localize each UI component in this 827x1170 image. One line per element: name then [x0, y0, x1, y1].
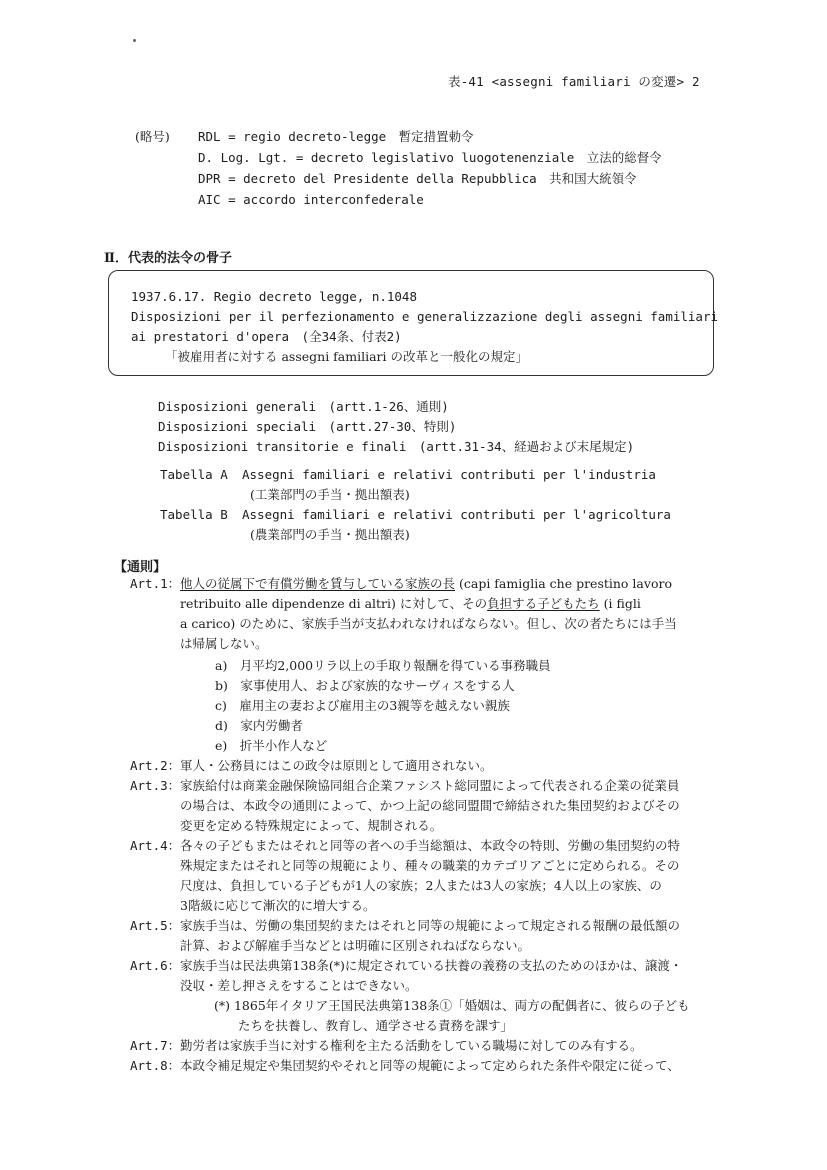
structure-item: Disposizioni transitorie e finali (artt.31-34、経過および末尾規定): [158, 439, 635, 454]
footnote-cont: たちを扶養し、教育し、通学させる責務を課す」: [238, 1018, 514, 1033]
article-text: (capi famiglia che prestino lavoro: [455, 576, 672, 591]
article-text: 家族給付は商業金融保険協同組合企業ファシスト総同盟によって代表される企業の従業員: [180, 778, 680, 793]
law-citation: 1937.6.17. Regio decreto legge, n.1048: [131, 289, 417, 304]
tabella-b-code: Tabella B: [160, 507, 228, 522]
tabella-a-desc: Assegni familiari e relativi contributi per l'industria: [242, 467, 656, 482]
abbreviation-item: DPR = decreto del Presidente della Repubblica 共和国大統領令: [198, 171, 637, 186]
law-title-ja: 「被雇用者に対する assegni familiari の改革と一般化の規定」: [165, 349, 529, 364]
article-1-line: は帰属しない。: [180, 636, 268, 651]
article-4-line: 尺度は、負担している子どもが1人の家族；2人または3人の家族；4人以上の家族、の: [180, 878, 662, 893]
article-text: retribuito alle dipendenze di altri) に対して、その: [180, 596, 488, 611]
article-1: [130, 574, 672, 594]
article-1-line: [180, 594, 641, 614]
footnote: (*) 1865年イタリア王国民法典第138条①「婚姻は、両方の配偶者に、彼らの子ども: [214, 998, 690, 1013]
article-7: [130, 1036, 643, 1056]
article-text: 家族手当は、労働の集団契約またはそれと同等の規範によって規定される報酬の最低額の: [180, 918, 681, 933]
article-label: Art.1：: [130, 576, 181, 591]
tabella-a-code: Tabella A: [160, 467, 228, 482]
law-title-it-cont: ai prestatori d'opera (全34条、付表2): [131, 329, 402, 344]
exclusion-item: d) 家内労働者: [215, 718, 303, 733]
underlined-term: 他人の従属下で有償労働を賃与している家族の長: [180, 576, 456, 591]
tabella-b-desc: Assegni familiari e relativi contributi per l'agricoltura: [242, 507, 671, 522]
article-label: Art.2：: [130, 758, 181, 773]
article-3-line: の場合は、本政令の通則によって、かつ上記の総同盟間で締結された集団契約およびその: [180, 798, 680, 813]
article-label: Art.4：: [130, 838, 181, 853]
article-text: 家族手当は民法典第138条(*)に規定されている扶養の義務の支払のためのほかは、譲渡・: [180, 958, 683, 973]
article-text: 各々の子どもまたはそれと同等の者への手当総額は、本政令の特則、労働の集団契約の特: [180, 838, 681, 853]
section-title: Ⅱ．代表的法令の骨子: [104, 251, 232, 266]
running-title: 表-41 <assegni familiari の変遷> 2: [448, 74, 700, 89]
exclusion-item: c) 雇用主の妻および雇用主の3親等を越えない親族: [215, 698, 510, 713]
article-5-line: 計算、および解雇手当などとは明確に区別されねばならない。: [180, 938, 531, 953]
article-2: [130, 756, 493, 776]
article-6-line: 没収・差し押さえをすることはできない。: [180, 978, 418, 993]
exclusion-item: a) 月平均2,000リラ以上の手取り報酬を得ている事務職員: [215, 658, 551, 673]
article-label: Art.5：: [130, 918, 181, 933]
article-text: 勤労者は家族手当に対する権利を主たる活動をしている職場に対してのみ有する。: [180, 1038, 643, 1053]
abbreviation-item: AIC = accordo interconfederale: [198, 192, 424, 207]
article-label: Art.8：: [130, 1058, 181, 1073]
law-title-it: Disposizioni per il perfezionamento e generalizzazione degli assegni familiari: [131, 309, 718, 324]
scan-speck: [133, 39, 136, 42]
abbreviations-label: (略号): [135, 129, 170, 144]
tabella-a-sub: (工業部門の手当・拠出額表): [250, 487, 410, 502]
article-text: 本政令補足規定や集団契約やそれと同等の規範によって定められた条件や限定に従って、: [180, 1058, 680, 1073]
structure-item: Disposizioni generali (artt.1-26、通則): [158, 399, 449, 414]
rules-title: 【通則】: [114, 560, 167, 575]
tabella-b-sub: (農業部門の手当・拠出額表): [250, 527, 410, 542]
exclusion-item: e) 折半小作人など: [215, 738, 328, 753]
underlined-term: 負担する子どもたち: [487, 596, 600, 611]
article-6: [130, 956, 682, 976]
exclusion-item: b) 家事使用人、および家族的なサーヴィスをする人: [215, 678, 515, 693]
article-5: [130, 916, 680, 936]
article-label: Art.6：: [130, 958, 181, 973]
article-label: Art.7：: [130, 1038, 181, 1053]
abbreviation-item: RDL = regio decreto-legge 暫定措置勅令: [198, 129, 474, 144]
abbreviation-item: D. Log. Lgt. = decreto legislativo luogotenenziale 立法的総督令: [198, 150, 662, 165]
article-3: [130, 776, 679, 796]
article-4-line: 殊規定またはそれと同等の規範により、種々の職業的カテゴリアごとに定められる。その: [180, 858, 680, 873]
article-text: (i figli: [599, 596, 641, 611]
article-label: Art.3：: [130, 778, 181, 793]
article-4: [130, 836, 680, 856]
article-4-line: 3階級に応じて漸次的に増大する。: [180, 898, 376, 913]
structure-item: Disposizioni speciali (artt.27-30、特則): [158, 419, 457, 434]
article-1-line: a carico) のために、家族手当が支払われなければならない。但し、次の者たちには手当: [180, 616, 677, 631]
article-8: [130, 1056, 680, 1076]
article-3-line: 変更を定める特殊規定によって、規制される。: [180, 818, 443, 833]
article-text: 軍人・公務員にはこの政令は原則として適用されない。: [180, 758, 493, 773]
